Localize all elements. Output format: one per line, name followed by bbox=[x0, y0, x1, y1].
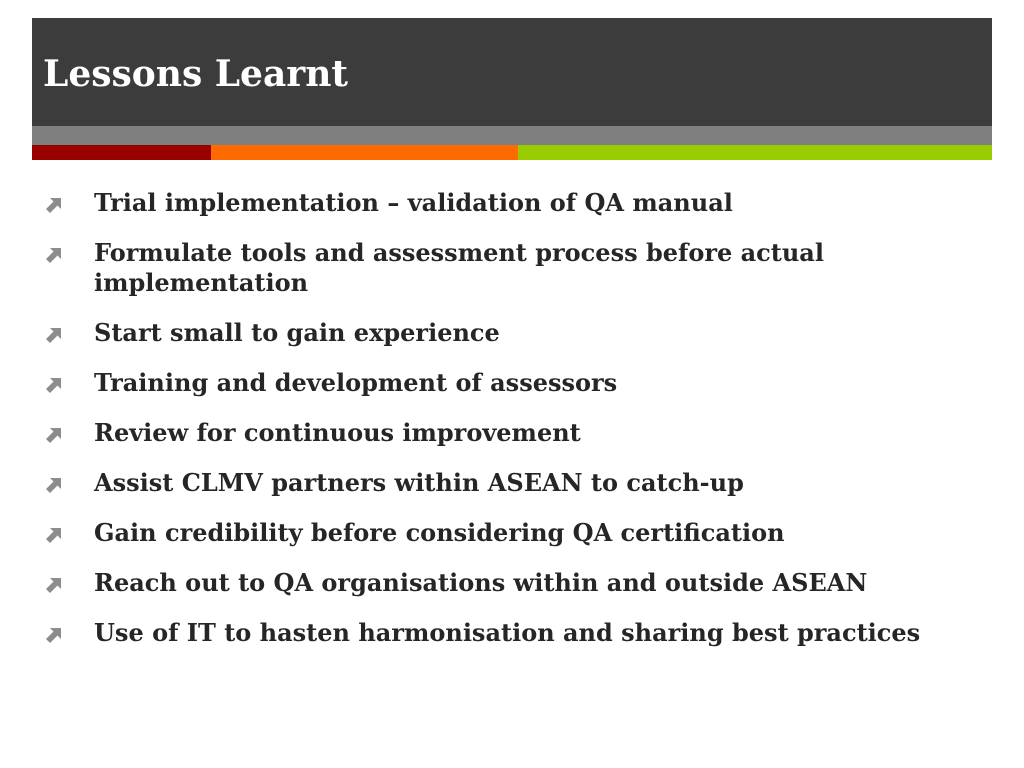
bullet-text: Trial implementation – validation of QA manual bbox=[94, 188, 733, 217]
bullet-list bbox=[0, 188, 1024, 668]
bullet-text: Reach out to QA organisations within and outside ASEAN bbox=[94, 568, 868, 597]
bullet-item bbox=[0, 368, 1024, 398]
bullet-text: Start small to gain experience bbox=[94, 318, 500, 347]
bullet-text: Training and development of assessors bbox=[94, 368, 618, 397]
arrow-up-right-icon bbox=[46, 627, 62, 643]
bullet-text: Review for continuous improvement bbox=[94, 418, 581, 447]
bullet-text: Assist CLMV partners within ASEAN to catch-up bbox=[94, 468, 744, 497]
accent-band-green bbox=[518, 145, 992, 160]
arrow-up-right-icon bbox=[46, 247, 62, 263]
arrow-up-right-icon bbox=[46, 427, 62, 443]
arrow-up-right-icon bbox=[46, 527, 62, 543]
bullet-text: Formulate tools and assessment process before actual implementation bbox=[94, 238, 824, 297]
accent-band-red bbox=[32, 145, 211, 160]
arrow-up-right-icon bbox=[46, 327, 62, 343]
slide-title: Lessons Learnt bbox=[43, 53, 349, 95]
arrow-up-right-icon bbox=[46, 197, 62, 213]
bullet-item bbox=[0, 518, 1024, 548]
title-bar bbox=[32, 18, 992, 126]
bullet-item bbox=[0, 188, 1024, 218]
arrow-up-right-icon bbox=[46, 477, 62, 493]
arrow-up-right-icon bbox=[46, 377, 62, 393]
bullet-text: Use of IT to hasten harmonisation and sharing best practices bbox=[94, 618, 921, 647]
arrow-up-right-icon bbox=[46, 577, 62, 593]
bullet-text: Gain credibility before considering QA certification bbox=[94, 518, 785, 547]
grey-band bbox=[32, 126, 992, 145]
bullet-item bbox=[0, 568, 1024, 598]
accent-band-orange bbox=[211, 145, 518, 160]
bullet-item bbox=[0, 468, 1024, 498]
bullet-item bbox=[0, 418, 1024, 448]
bullet-item bbox=[0, 318, 1024, 348]
bullet-item bbox=[0, 238, 1024, 298]
bullet-item bbox=[0, 618, 1024, 648]
